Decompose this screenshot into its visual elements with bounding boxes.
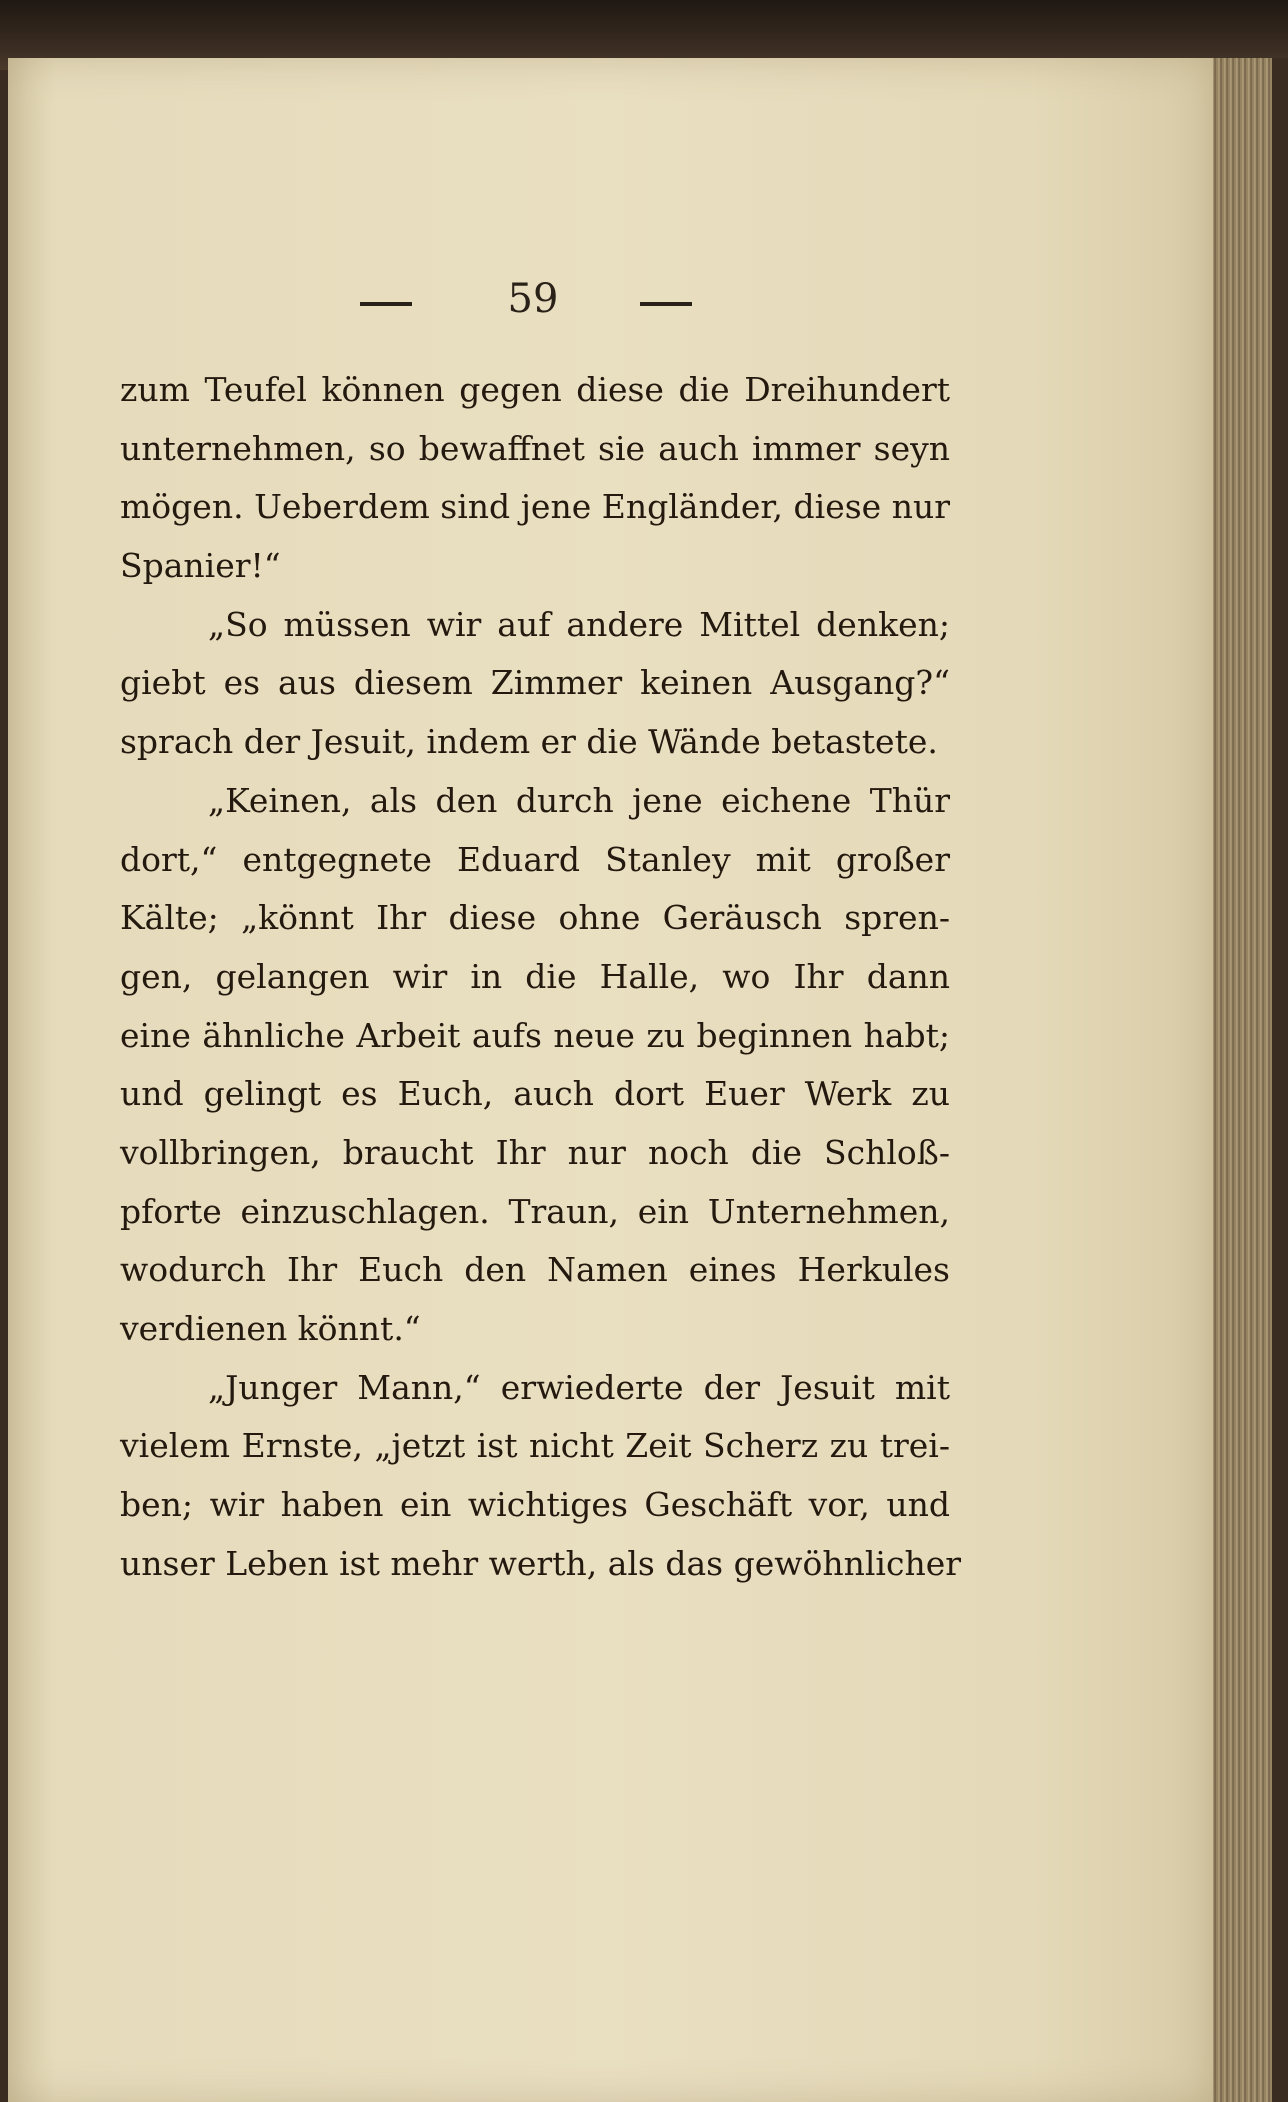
text-line: ben; wir haben ein wichtiges Geschäft vor, und xyxy=(120,1485,950,1525)
page-number: 59 xyxy=(507,276,559,322)
text-line: unternehmen, so bewaffnet sie auch immer seyn xyxy=(120,428,950,468)
text-line: „Junger Mann,“ erwiederte der Jesuit mit xyxy=(208,1367,950,1407)
text-line: mögen. Ueberdem sind jene Engländer, diese nur xyxy=(120,487,950,527)
text-line: gen, gelangen wir in die Halle, wo Ihr dann xyxy=(120,956,950,996)
text-line: unser Leben ist mehr werth, als das gewöhnlicher xyxy=(120,1543,962,1583)
text-line: und gelingt es Euch, auch dort Euer Werk zu xyxy=(120,1074,950,1114)
text-line: vielem Ernste, „jetzt ist nicht Zeit Scherz zu trei- xyxy=(120,1426,950,1466)
page-header xyxy=(8,276,1213,336)
text-line: sprach der Jesuit, indem er die Wände betastete. xyxy=(120,722,938,762)
text-line: verdienen könnt.“ xyxy=(120,1309,421,1348)
text-line: Spanier!“ xyxy=(120,546,281,586)
text-line: vollbringen, braucht Ihr nur noch die Schloß- xyxy=(120,1132,950,1172)
header-dash-left xyxy=(360,302,412,306)
text-line: wodurch Ihr Euch den Namen eines Herkules xyxy=(120,1250,950,1290)
header-dash-right xyxy=(640,302,692,306)
text-line: giebt es aus diesem Zimmer keinen Ausgang?“ xyxy=(120,663,950,703)
page-edges xyxy=(1205,58,1288,2102)
body-text xyxy=(120,361,962,1593)
text-line: pforte einzuschlagen. Traun, ein Unternehmen, xyxy=(120,1191,950,1231)
text-line: zum Teufel können gegen diese die Dreihundert xyxy=(120,370,950,409)
book-page xyxy=(8,58,1213,2102)
text-line: Kälte; „könnt Ihr diese ohne Geräusch spren- xyxy=(120,898,950,938)
text-line: dort,“ entgegnete Eduard Stanley mit großer xyxy=(120,839,950,879)
text-line: „So müssen wir auf andere Mittel denken; xyxy=(208,604,950,644)
text-line: „Keinen, als den durch jene eichene Thür xyxy=(208,780,950,820)
text-line: eine ähnliche Arbeit aufs neue zu beginnen habt; xyxy=(120,1015,950,1055)
